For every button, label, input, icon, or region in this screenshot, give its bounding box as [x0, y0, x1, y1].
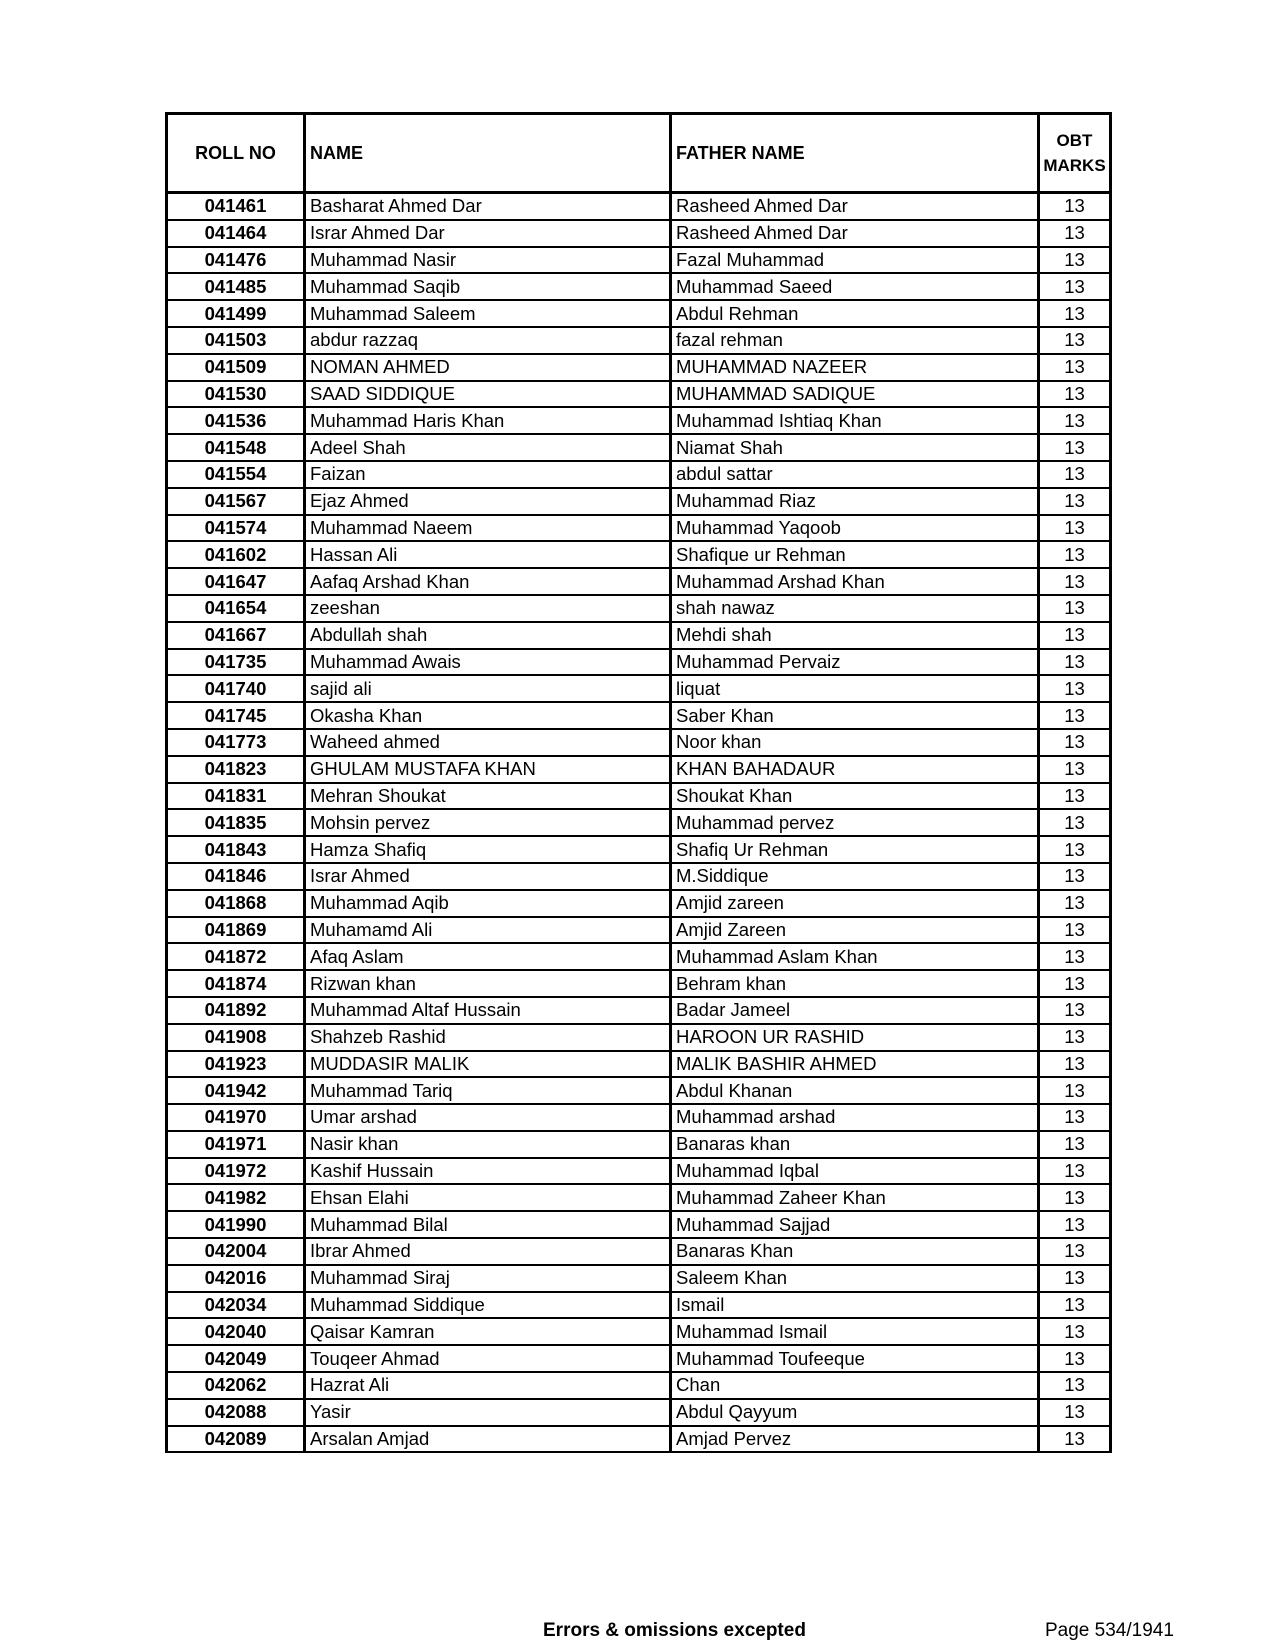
cell-father-name: Chan: [671, 1372, 1039, 1399]
cell-name: NOMAN AHMED: [305, 354, 671, 381]
cell-obt-marks: 13: [1039, 488, 1111, 515]
table-row: [167, 943, 1111, 970]
cell-roll-no: 041982: [167, 1184, 305, 1211]
cell-name: Muhammad Nasir: [305, 247, 671, 274]
cell-father-name: Abdul Khanan: [671, 1077, 1039, 1104]
cell-father-name: Behram khan: [671, 970, 1039, 997]
cell-name: Ejaz Ahmed: [305, 488, 671, 515]
table-row: [167, 917, 1111, 944]
table-row: [167, 220, 1111, 247]
cell-roll-no: 042040: [167, 1318, 305, 1345]
cell-father-name: Muhammad Iqbal: [671, 1158, 1039, 1185]
cell-roll-no: 041892: [167, 997, 305, 1024]
cell-name: Ibrar Ahmed: [305, 1238, 671, 1265]
cell-roll-no: 041868: [167, 890, 305, 917]
cell-father-name: Shoukat Khan: [671, 783, 1039, 810]
cell-name: abdur razzaq: [305, 327, 671, 354]
cell-obt-marks: 13: [1039, 997, 1111, 1024]
header-name: NAME: [305, 114, 671, 193]
table-row: [167, 327, 1111, 354]
cell-obt-marks: 13: [1039, 1131, 1111, 1158]
cell-name: Muhammad Naeem: [305, 515, 671, 542]
header-obt-marks-line2: MARKS: [1043, 156, 1106, 175]
cell-name: Muhammad Awais: [305, 649, 671, 676]
cell-roll-no: 041823: [167, 756, 305, 783]
table-row: [167, 407, 1111, 434]
cell-roll-no: 042062: [167, 1372, 305, 1399]
cell-roll-no: 041735: [167, 649, 305, 676]
cell-father-name: M.Siddique: [671, 863, 1039, 890]
cell-name: GHULAM MUSTAFA KHAN: [305, 756, 671, 783]
cell-father-name: Shafique ur Rehman: [671, 541, 1039, 568]
header-roll-no: ROLL NO: [167, 114, 305, 193]
cell-roll-no: 041923: [167, 1051, 305, 1078]
table-row: [167, 1211, 1111, 1238]
cell-father-name: Amjad Pervez: [671, 1426, 1039, 1453]
cell-name: Hazrat Ali: [305, 1372, 671, 1399]
cell-father-name: shah nawaz: [671, 595, 1039, 622]
table-header-row: [167, 114, 1111, 193]
table-row: [167, 890, 1111, 917]
cell-roll-no: 041667: [167, 622, 305, 649]
cell-name: Nasir khan: [305, 1131, 671, 1158]
table-row: [167, 515, 1111, 542]
cell-roll-no: 041942: [167, 1077, 305, 1104]
cell-name: Ehsan Elahi: [305, 1184, 671, 1211]
cell-name: Muhammad Aqib: [305, 890, 671, 917]
cell-name: zeeshan: [305, 595, 671, 622]
cell-obt-marks: 13: [1039, 1318, 1111, 1345]
table-row: [167, 1399, 1111, 1426]
cell-roll-no: 041740: [167, 675, 305, 702]
cell-obt-marks: 13: [1039, 1104, 1111, 1131]
cell-name: Abdullah shah: [305, 622, 671, 649]
cell-name: Waheed ahmed: [305, 729, 671, 756]
cell-obt-marks: 13: [1039, 1345, 1111, 1372]
cell-obt-marks: 13: [1039, 890, 1111, 917]
cell-father-name: MUHAMMAD NAZEER: [671, 354, 1039, 381]
cell-roll-no: 041499: [167, 300, 305, 327]
cell-roll-no: 041464: [167, 220, 305, 247]
table-row: [167, 1184, 1111, 1211]
cell-name: Touqeer Ahmad: [305, 1345, 671, 1372]
table-body: [167, 193, 1111, 1453]
cell-name: Muhammad Siddique: [305, 1292, 671, 1319]
cell-father-name: Muhammad Arshad Khan: [671, 568, 1039, 595]
cell-roll-no: 041874: [167, 970, 305, 997]
header-obt-marks-line1: OBT: [1056, 131, 1093, 150]
cell-father-name: Muhammad Saeed: [671, 273, 1039, 300]
cell-obt-marks: 13: [1039, 1265, 1111, 1292]
cell-father-name: Amjid Zareen: [671, 917, 1039, 944]
cell-roll-no: 041908: [167, 1024, 305, 1051]
table-row: [167, 756, 1111, 783]
cell-roll-no: 041843: [167, 836, 305, 863]
cell-obt-marks: 13: [1039, 1024, 1111, 1051]
cell-name: Afaq Aslam: [305, 943, 671, 970]
table-row: [167, 595, 1111, 622]
table-row: [167, 1318, 1111, 1345]
table-row: [167, 997, 1111, 1024]
cell-roll-no: 041476: [167, 247, 305, 274]
cell-obt-marks: 13: [1039, 220, 1111, 247]
cell-obt-marks: 13: [1039, 354, 1111, 381]
cell-obt-marks: 13: [1039, 1184, 1111, 1211]
cell-name: Qaisar Kamran: [305, 1318, 671, 1345]
cell-obt-marks: 13: [1039, 1399, 1111, 1426]
cell-obt-marks: 13: [1039, 1077, 1111, 1104]
cell-roll-no: 042049: [167, 1345, 305, 1372]
cell-obt-marks: 13: [1039, 756, 1111, 783]
cell-roll-no: 041835: [167, 809, 305, 836]
table-row: [167, 273, 1111, 300]
cell-roll-no: 042089: [167, 1426, 305, 1453]
table-row: [167, 1426, 1111, 1453]
table-row: [167, 836, 1111, 863]
cell-father-name: Muhammad Sajjad: [671, 1211, 1039, 1238]
cell-obt-marks: 13: [1039, 381, 1111, 408]
cell-father-name: KHAN BAHADAUR: [671, 756, 1039, 783]
table-row: [167, 300, 1111, 327]
table-row: [167, 1104, 1111, 1131]
table-row: [167, 488, 1111, 515]
cell-obt-marks: 13: [1039, 863, 1111, 890]
cell-father-name: Abdul Qayyum: [671, 1399, 1039, 1426]
cell-father-name: MALIK BASHIR AHMED: [671, 1051, 1039, 1078]
results-table: [165, 112, 1112, 1453]
table-row: [167, 1077, 1111, 1104]
page-number: Page 534/1941: [1045, 1620, 1174, 1641]
cell-father-name: Ismail: [671, 1292, 1039, 1319]
cell-name: Yasir: [305, 1399, 671, 1426]
table-row: [167, 729, 1111, 756]
cell-name: Muhammad Saqib: [305, 273, 671, 300]
cell-name: Shahzeb Rashid: [305, 1024, 671, 1051]
table-row: [167, 568, 1111, 595]
cell-obt-marks: 13: [1039, 1426, 1111, 1453]
cell-father-name: Muhammad Ishtiaq Khan: [671, 407, 1039, 434]
table-row: [167, 783, 1111, 810]
cell-father-name: liquat: [671, 675, 1039, 702]
cell-roll-no: 041647: [167, 568, 305, 595]
table-row: [167, 1131, 1111, 1158]
table-row: [167, 1158, 1111, 1185]
cell-name: Muhammad Tariq: [305, 1077, 671, 1104]
header-obt-marks: [1039, 114, 1111, 193]
cell-father-name: Muhammad Riaz: [671, 488, 1039, 515]
table-row: [167, 434, 1111, 461]
cell-obt-marks: 13: [1039, 1051, 1111, 1078]
cell-name: Israr Ahmed Dar: [305, 220, 671, 247]
cell-obt-marks: 13: [1039, 461, 1111, 488]
cell-name: Muhammad Bilal: [305, 1211, 671, 1238]
cell-roll-no: 041554: [167, 461, 305, 488]
cell-name: MUDDASIR MALIK: [305, 1051, 671, 1078]
cell-father-name: abdul sattar: [671, 461, 1039, 488]
cell-roll-no: 041461: [167, 193, 305, 220]
table-row: [167, 622, 1111, 649]
cell-name: Muhammad Saleem: [305, 300, 671, 327]
cell-obt-marks: 13: [1039, 595, 1111, 622]
cell-name: Rizwan khan: [305, 970, 671, 997]
cell-roll-no: 041970: [167, 1104, 305, 1131]
cell-name: Faizan: [305, 461, 671, 488]
table-row: [167, 1345, 1111, 1372]
cell-father-name: Amjid zareen: [671, 890, 1039, 917]
table-row: [167, 247, 1111, 274]
cell-name: SAAD SIDDIQUE: [305, 381, 671, 408]
cell-obt-marks: 13: [1039, 515, 1111, 542]
cell-father-name: Muhammad arshad: [671, 1104, 1039, 1131]
cell-roll-no: 041846: [167, 863, 305, 890]
cell-roll-no: 041509: [167, 354, 305, 381]
cell-name: Okasha Khan: [305, 702, 671, 729]
cell-roll-no: 041485: [167, 273, 305, 300]
cell-obt-marks: 13: [1039, 407, 1111, 434]
cell-roll-no: 041745: [167, 702, 305, 729]
cell-obt-marks: 13: [1039, 917, 1111, 944]
cell-father-name: Fazal Muhammad: [671, 247, 1039, 274]
cell-roll-no: 042088: [167, 1399, 305, 1426]
cell-obt-marks: 13: [1039, 836, 1111, 863]
cell-obt-marks: 13: [1039, 1292, 1111, 1319]
table-row: [167, 461, 1111, 488]
cell-name: sajid ali: [305, 675, 671, 702]
table-row: [167, 1292, 1111, 1319]
results-sheet: [165, 112, 1109, 1453]
cell-name: Muhammad Altaf Hussain: [305, 997, 671, 1024]
cell-roll-no: 041567: [167, 488, 305, 515]
cell-obt-marks: 13: [1039, 327, 1111, 354]
cell-father-name: Noor khan: [671, 729, 1039, 756]
table-row: [167, 809, 1111, 836]
cell-father-name: Muhammad Toufeeque: [671, 1345, 1039, 1372]
cell-obt-marks: 13: [1039, 970, 1111, 997]
cell-roll-no: 041536: [167, 407, 305, 434]
cell-obt-marks: 13: [1039, 943, 1111, 970]
cell-obt-marks: 13: [1039, 1211, 1111, 1238]
cell-obt-marks: 13: [1039, 622, 1111, 649]
cell-name: Kashif Hussain: [305, 1158, 671, 1185]
cell-name: Mohsin pervez: [305, 809, 671, 836]
cell-name: Muhamamd Ali: [305, 917, 671, 944]
cell-roll-no: 041869: [167, 917, 305, 944]
cell-obt-marks: 13: [1039, 193, 1111, 220]
table-row: [167, 702, 1111, 729]
header-father-name: FATHER NAME: [671, 114, 1039, 193]
cell-father-name: Abdul Rehman: [671, 300, 1039, 327]
table-row: [167, 1051, 1111, 1078]
cell-father-name: Muhammad Yaqoob: [671, 515, 1039, 542]
cell-father-name: Niamat Shah: [671, 434, 1039, 461]
cell-father-name: Banaras Khan: [671, 1238, 1039, 1265]
cell-obt-marks: 13: [1039, 273, 1111, 300]
cell-father-name: Muhammad pervez: [671, 809, 1039, 836]
table-row: [167, 381, 1111, 408]
cell-father-name: Muhammad Aslam Khan: [671, 943, 1039, 970]
cell-name: Hamza Shafiq: [305, 836, 671, 863]
cell-father-name: fazal rehman: [671, 327, 1039, 354]
cell-obt-marks: 13: [1039, 702, 1111, 729]
table-row: [167, 675, 1111, 702]
cell-roll-no: 041831: [167, 783, 305, 810]
cell-roll-no: 041530: [167, 381, 305, 408]
cell-roll-no: 041872: [167, 943, 305, 970]
cell-name: Adeel Shah: [305, 434, 671, 461]
cell-roll-no: 041773: [167, 729, 305, 756]
cell-name: Mehran Shoukat: [305, 783, 671, 810]
footer-disclaimer: Errors & omissions excepted: [543, 1620, 806, 1641]
cell-name: Basharat Ahmed Dar: [305, 193, 671, 220]
cell-father-name: Muhammad Ismail: [671, 1318, 1039, 1345]
cell-father-name: HAROON UR RASHID: [671, 1024, 1039, 1051]
cell-father-name: Shafiq Ur Rehman: [671, 836, 1039, 863]
cell-father-name: Banaras khan: [671, 1131, 1039, 1158]
cell-name: Muhammad Siraj: [305, 1265, 671, 1292]
cell-obt-marks: 13: [1039, 1372, 1111, 1399]
cell-roll-no: 042016: [167, 1265, 305, 1292]
table-row: [167, 863, 1111, 890]
cell-obt-marks: 13: [1039, 434, 1111, 461]
table-row: [167, 193, 1111, 220]
cell-roll-no: 041548: [167, 434, 305, 461]
cell-obt-marks: 13: [1039, 649, 1111, 676]
cell-obt-marks: 13: [1039, 300, 1111, 327]
cell-roll-no: 041971: [167, 1131, 305, 1158]
cell-obt-marks: 13: [1039, 541, 1111, 568]
cell-name: Israr Ahmed: [305, 863, 671, 890]
cell-roll-no: 041574: [167, 515, 305, 542]
cell-father-name: Muhammad Zaheer Khan: [671, 1184, 1039, 1211]
cell-name: Hassan Ali: [305, 541, 671, 568]
table-row: [167, 541, 1111, 568]
cell-father-name: Rasheed Ahmed Dar: [671, 193, 1039, 220]
table-row: [167, 649, 1111, 676]
cell-father-name: Rasheed Ahmed Dar: [671, 220, 1039, 247]
cell-father-name: Saleem Khan: [671, 1265, 1039, 1292]
cell-father-name: Muhammad Pervaiz: [671, 649, 1039, 676]
table-row: [167, 1372, 1111, 1399]
cell-obt-marks: 13: [1039, 1238, 1111, 1265]
cell-father-name: Saber Khan: [671, 702, 1039, 729]
table-row: [167, 1265, 1111, 1292]
cell-father-name: Badar Jameel: [671, 997, 1039, 1024]
cell-name: Muhammad Haris Khan: [305, 407, 671, 434]
cell-obt-marks: 13: [1039, 675, 1111, 702]
cell-obt-marks: 13: [1039, 1158, 1111, 1185]
cell-roll-no: 041972: [167, 1158, 305, 1185]
cell-name: Arsalan Amjad: [305, 1426, 671, 1453]
cell-obt-marks: 13: [1039, 729, 1111, 756]
table-row: [167, 970, 1111, 997]
cell-father-name: MUHAMMAD SADIQUE: [671, 381, 1039, 408]
cell-name: Umar arshad: [305, 1104, 671, 1131]
cell-obt-marks: 13: [1039, 809, 1111, 836]
table-row: [167, 354, 1111, 381]
table-row: [167, 1238, 1111, 1265]
cell-roll-no: 041990: [167, 1211, 305, 1238]
cell-roll-no: 041503: [167, 327, 305, 354]
cell-roll-no: 042034: [167, 1292, 305, 1319]
cell-name: Aafaq Arshad Khan: [305, 568, 671, 595]
cell-obt-marks: 13: [1039, 783, 1111, 810]
cell-father-name: Mehdi shah: [671, 622, 1039, 649]
cell-roll-no: 041602: [167, 541, 305, 568]
cell-roll-no: 041654: [167, 595, 305, 622]
cell-roll-no: 042004: [167, 1238, 305, 1265]
cell-obt-marks: 13: [1039, 247, 1111, 274]
table-row: [167, 1024, 1111, 1051]
cell-obt-marks: 13: [1039, 568, 1111, 595]
